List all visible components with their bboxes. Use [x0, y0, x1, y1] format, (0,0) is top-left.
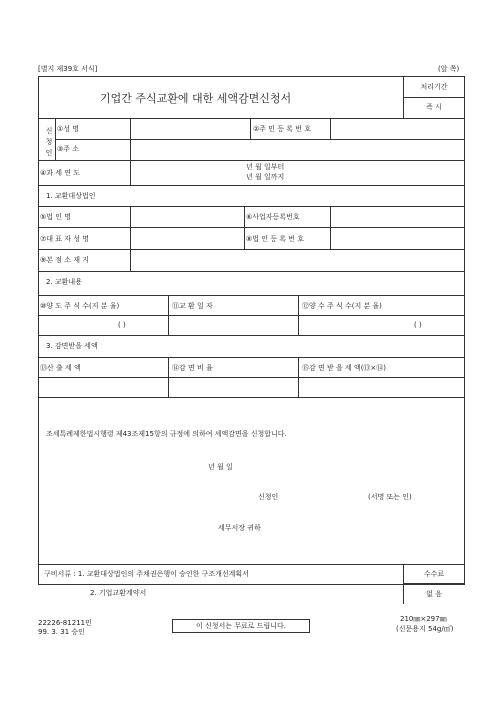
reduction-rate-field[interactable] [169, 378, 298, 396]
processing-period-label: 처리기간 [420, 83, 448, 91]
tax-year-label: ④과 세 연 도 [40, 169, 80, 177]
divider [38, 357, 465, 358]
fee-value: 없 음 [426, 590, 442, 598]
applicant-section-label: 신 청 인 [45, 127, 53, 157]
divider [38, 397, 465, 398]
representative-label: ⑦대 표 자 성 명 [40, 235, 89, 243]
corp-registration-field[interactable] [331, 228, 464, 248]
headquarters-field[interactable] [131, 250, 464, 270]
transfer-ratio-field[interactable]: ( ) [118, 321, 126, 329]
applicant-sign-label: 신청인 [258, 493, 279, 501]
tax-year-from[interactable]: 년 월 일부터 [246, 163, 285, 171]
reduction-rate-label: ⑭감 면 비 율 [172, 364, 213, 372]
divider [130, 160, 131, 185]
approval-date: 99. 3. 31 승인 [38, 628, 85, 636]
corp-name-label: ⑤법 인 명 [40, 213, 72, 221]
divider [250, 118, 251, 139]
paper-type: (신문용지 54g/㎡) [396, 625, 454, 633]
fee-label: 수수료 [423, 570, 445, 578]
headquarters-label: ⑨본 점 소 재 지 [40, 256, 89, 264]
divider [38, 564, 465, 565]
form-title: 기업간 주식교환에 대한 세액감면신청서 [100, 92, 292, 105]
section2-title: 2. 교환내용 [46, 278, 82, 286]
address-label: ③주 소 [57, 145, 80, 153]
name-field[interactable] [131, 119, 250, 139]
acquired-ratio-field[interactable]: ( ) [414, 321, 422, 329]
resident-number-label: ②주 민 등 록 번 호 [253, 125, 311, 133]
paper-size: 210㎜×297㎜ [400, 615, 447, 623]
free-notice-box [172, 619, 310, 633]
divider [38, 295, 465, 296]
recipient: 세무서장 귀하 [218, 524, 261, 532]
attachment-item-2: 2. 기업교환계약서 [90, 589, 147, 597]
form-code: 22226-81211민 [38, 619, 92, 627]
section3-title: 3. 감면받을 세액 [46, 342, 98, 350]
divider [403, 583, 465, 584]
section1-title: 1. 교환대상법인 [46, 192, 96, 200]
computed-tax-field[interactable] [39, 378, 168, 396]
transfer-shares-label: ⑩양 도 주 식 수(지 분 율) [40, 302, 120, 310]
resident-number-field[interactable] [331, 119, 464, 139]
exchange-date-field[interactable] [169, 316, 298, 335]
address-field[interactable] [131, 140, 464, 160]
processing-period-value: 즉 시 [426, 103, 442, 111]
declaration-statement: 조세특례제한법시행령 제43조제15항의 규정에 의하여 세액감면을 신청합니다. [46, 430, 287, 438]
reduction-amount-label: ⑮감 면 받 을 세 액(⑬×⑭) [302, 364, 387, 372]
corp-registration-label: ⑧법 인 등 록 번 호 [246, 235, 304, 243]
exchange-date-label: ⑪교 환 일 자 [172, 302, 213, 310]
divider [403, 97, 465, 98]
divider [38, 335, 465, 336]
page-side-label: (앞 쪽) [438, 65, 460, 73]
divider [403, 564, 404, 604]
corp-name-field[interactable] [131, 207, 244, 227]
divider [38, 271, 465, 272]
tax-year-to[interactable]: 년 월 일까지 [246, 173, 285, 181]
acquired-shares-label: ⑫양 수 주 식 수(지 분 율) [302, 302, 382, 310]
name-label: ①성 명 [57, 125, 80, 133]
form-number: [별지 제39호 서식] [38, 65, 98, 73]
business-number-field[interactable] [331, 207, 464, 227]
declaration-date[interactable]: 년 월 일 [208, 463, 233, 471]
signature-field[interactable]: (서명 또는 인) [368, 493, 412, 501]
divider [38, 160, 465, 161]
reduction-amount-field[interactable] [299, 378, 464, 396]
attachments-list: 구비서류 : 1. 교환대상법인의 주채권은행이 승인한 구조개선계획서 [44, 570, 249, 578]
divider [38, 185, 465, 186]
business-number-label: ⑥사업자등록번호 [246, 213, 300, 221]
representative-field[interactable] [131, 228, 244, 248]
free-notice: 이 신청서는 무료로 드립니다. [195, 622, 287, 630]
computed-tax-label: ⑬산 출 세 액 [40, 364, 81, 372]
